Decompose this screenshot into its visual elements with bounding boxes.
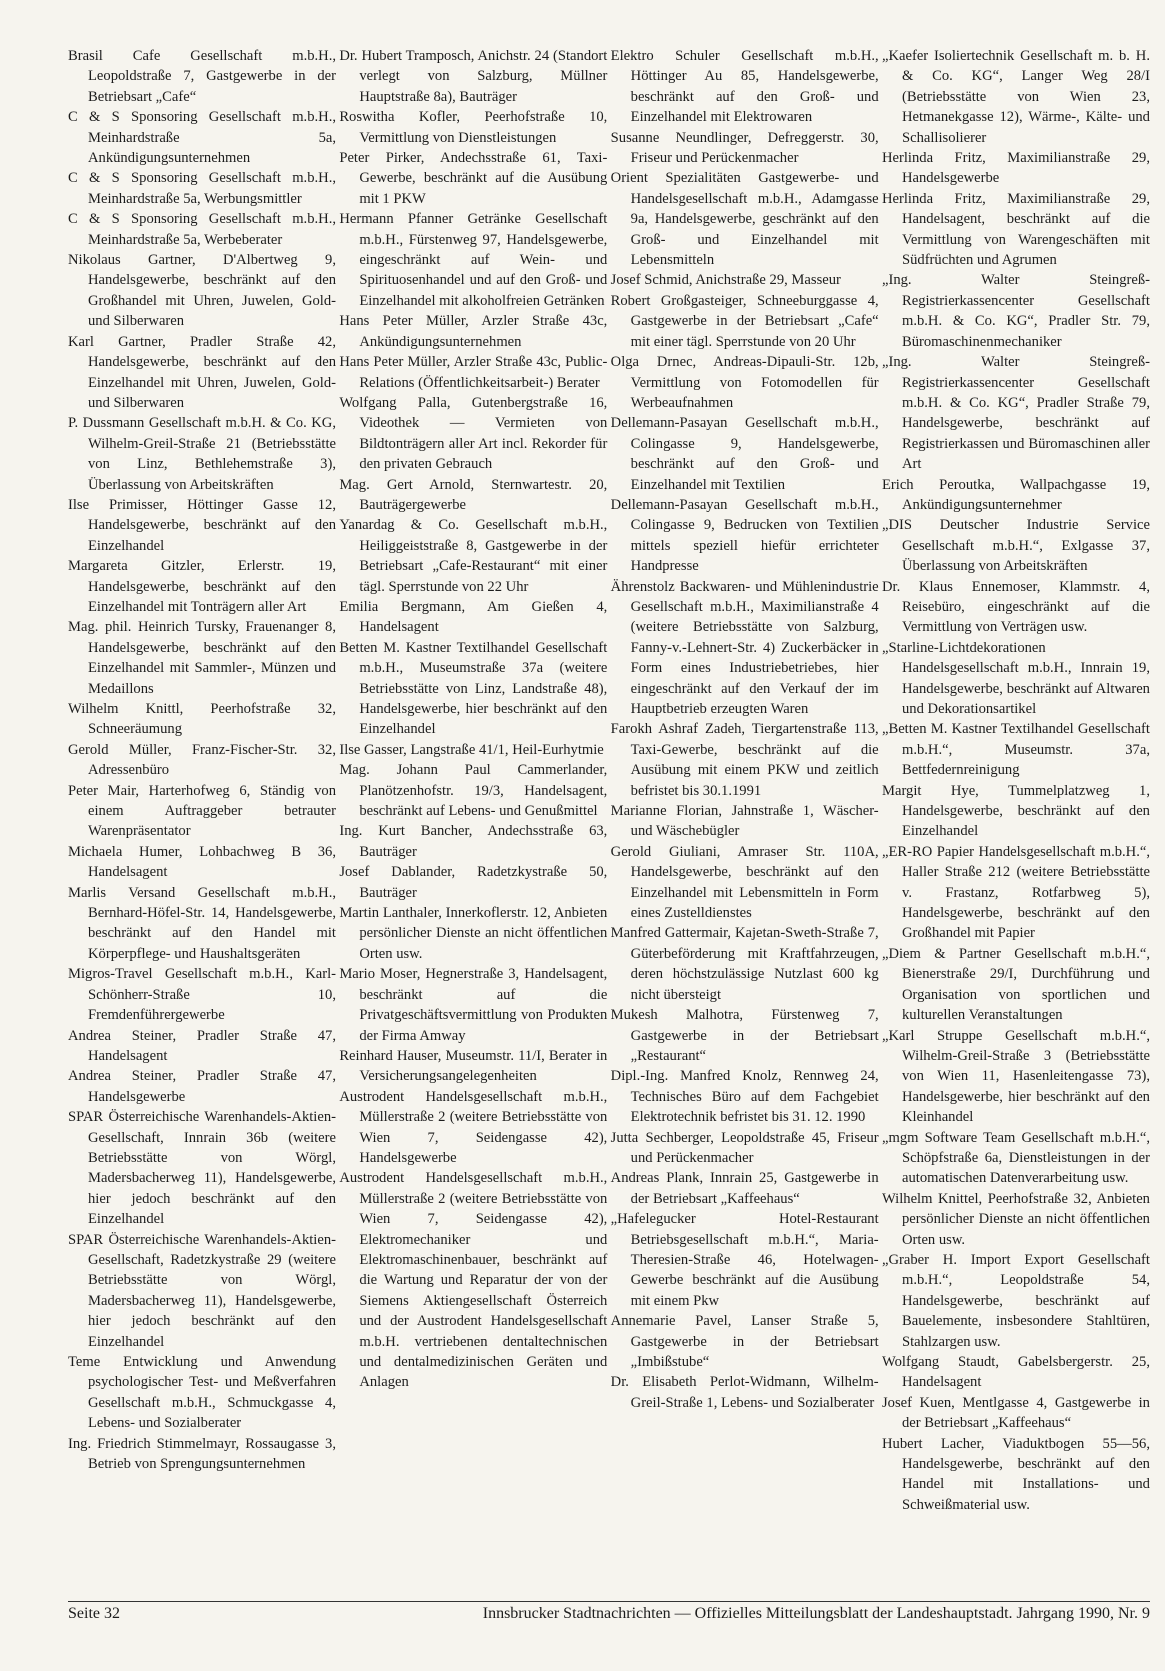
register-entry: Mag. phil. Heinrich Tursky, Frauenanger 8, Handelsgewerbe, beschränkt auf den Einzelhandel mit Sammler-, Münzen und Medaillons (68, 619, 336, 697)
register-entry: Wolfgang Staudt, Gabelsbergerstr. 25, Handelsagent (881, 1354, 1150, 1391)
register-entry: Olga Drnec, Andreas-Dipauli-Str. 12b, Vermittlung von Fotomodellen für Werbeaufnahmen (610, 354, 879, 411)
register-entry: Gerold Müller, Franz-Fischer-Str. 32, Adressenbüro (68, 741, 336, 779)
register-entry: „Ing. Walter Steingreß-Registrierkassencenter Gesellschaft m.b.H. & Co. KG“, Pradler Str. 79, Büromaschinenmechaniker (881, 272, 1150, 350)
page-footer (68, 1601, 1150, 1623)
register-entry: Ing. Friedrich Stimmelmayr, Rossaugasse 3, Betrieb von Sprengungsunternehmen (68, 1435, 336, 1473)
register-entry: Erich Peroutka, Wallpachgasse 19, Ankündigungsunternehmer (881, 476, 1150, 513)
register-entry: Jutta Sechberger, Leopoldstraße 45, Friseur und Perückenmacher (610, 1129, 879, 1166)
register-entry: Josef Schmid, Anichstraße 29, Masseur (610, 272, 841, 289)
register-entry: Nikolaus Gartner, D'Albertweg 9, Handelsgewerbe, beschränkt auf den Großhandel mit Uhren, Juwelen, Gold- und Silberwaren (68, 252, 336, 330)
register-entry: „ER-RO Papier Handelsgesellschaft m.b.H.“, Haller Straße 212 (weitere Betriebsstätte v. Frastanz, Rotfarbweg 5), Handelsgewerbe, beschränkt auf den Großhandel mit Papier (881, 843, 1150, 942)
register-entry: Wilhelm Knittl, Peerhofstraße 32, Schneeräumung (68, 701, 336, 738)
register-entry: Mag. Johann Paul Cammerlander, Planötzenhofstr. 19/3, Handelsagent, beschränkt auf Lebens- und Genußmittel (339, 762, 608, 820)
register-entry: Dipl.-Ing. Manfred Knolz, Rennweg 24, Technisches Büro auf dem Fachgebiet Elektrotechnik befristet bis 31. 12. 1990 (610, 1068, 879, 1126)
register-entry: Dr. Klaus Ennemoser, Klammstr. 4, Reisebüro, eingeschränkt auf die Vermittlung von Verträgen usw. (881, 578, 1150, 636)
register-entry: Michaela Humer, Lohbachweg B 36, Handelsagent (68, 843, 336, 881)
register-entry: Herlinda Fritz, Maximilianstraße 29, Handelsgewerbe (881, 150, 1150, 187)
register-entry: Reinhard Hauser, Museumstr. 11/I, Berater in Versicherungsangelegenheiten (339, 1047, 608, 1085)
register-entry: Migros-Travel Gesellschaft m.b.H., Karl-Schönherr-Straße 10, Fremdenführergewerbe (68, 966, 336, 1024)
register-entry: Roswitha Kofler, Peerhofstraße 10, Vermittlung von Dienstleistungen (339, 109, 608, 146)
register-entry: Andrea Steiner, Pradler Straße 47, Handelsgewerbe (68, 1068, 336, 1105)
register-entry: C & S Sponsoring Gesellschaft m.b.H., Meinhardstraße 5a, Werbeberater (68, 211, 336, 248)
register-entry: Hans Peter Müller, Arzler Straße 43c, Public-Relations (Öffentlichkeitsarbeit-) Berater (339, 354, 608, 391)
register-entry: „Graber H. Import Export Gesellschaft m.b.H.“, Leopoldstraße 54, Handelsgewerbe, beschränkt auf Bauelemente, insbesondere Stahltüren, Stahlzargen usw. (881, 1251, 1150, 1350)
register-entry: Herlinda Fritz, Maximilianstraße 29, Handelsagent, beschränkt auf die Vermittlung von Warengeschäften mit Südfrüchten und Agrumen (881, 190, 1150, 269)
register-entry: Orient Spezialitäten Gastgewerbe- und Handelsgesellschaft m.b.H., Adamgasse 9a, Handelsgewerbe, geschränkt auf den Groß- und Einzelhandel mit Lebensmitteln (610, 170, 879, 269)
register-entry: Dr. Hubert Tramposch, Anichstr. 24 (Standort verlegt von Salzburg, Müllner Hauptstraße 8a), Bauträger (339, 48, 608, 105)
register-columns (68, 46, 1150, 1591)
register-entry: „Starline-Lichtdekorationen Handelsgesellschaft m.b.H., Innrain 19, Handelsgewerbe, beschränkt auf Altwaren und Dekorationsartikel (881, 639, 1150, 717)
register-entry: Mukesh Malhotra, Fürstenweg 7, Gastgewerbe in der Betriebsart „Restaurant“ (610, 1007, 879, 1064)
register-entry: Peter Mair, Harterhofweg 6, Ständig von einem Auftraggeber betrauter Warenpräsentator (68, 782, 336, 840)
register-entry: Karl Gartner, Pradler Straße 42, Handelsgewerbe, beschränkt auf den Einzelhandel mit Uhren, Juwelen, Gold- und Silberwaren (68, 333, 336, 411)
register-entry: Ilse Gasser, Langstraße 41/1, Heil-Eurhytmie (339, 741, 604, 758)
register-entry: Dr. Elisabeth Perlot-Widmann, Wilhelm-Greil-Straße 1, Lebens- und Sozialberater (610, 1374, 879, 1411)
register-entry: Andrea Steiner, Pradler Straße 47, Handelsagent (68, 1027, 336, 1064)
register-entry: Hans Peter Müller, Arzler Straße 43c, Ankündigungsunternehmen (339, 313, 608, 350)
publication-title: Innsbrucker Stadtnachrichten — Offizielles Mitteilungsblatt der Landeshauptstadt. Jahrgang 1990, Nr. 9 (482, 1605, 1150, 1622)
register-entry: Manfred Gattermair, Kajetan-Sweth-Straße 7, Güterbeförderung mit Kraftfahrzeugen, deren höchstzulässige Nutzlast 600 kg nicht übersteigt (610, 925, 879, 1003)
register-entry: C & S Sponsoring Gesellschaft m.b.H., Meinhardstraße 5a, Ankündigungsunternehmen (68, 109, 336, 167)
register-entry: Mario Moser, Hegnerstraße 3, Handelsagent, beschränkt auf die Privatgeschäftsvermittlung von Produkten der Firma Amway (339, 966, 608, 1044)
register-entry: Andreas Plank, Innrain 25, Gastgewerbe in der Betriebsart „Kaffeehaus“ (610, 1170, 879, 1207)
register-entry: Susanne Neundlinger, Defreggerstr. 30, Friseur und Perückenmacher (610, 129, 879, 167)
register-entry: Josef Kuen, Mentlgasse 4, Gastgewerbe in der Betriebsart „Kaffeehaus“ (881, 1394, 1150, 1432)
register-entry: Marlis Versand Gesellschaft m.b.H., Bernhard-Höfel-Str. 14, Handelsgewerbe, beschränkt auf den Handel mit Körperpflege- und Haushaltsgeräten (68, 884, 336, 962)
register-entry: „Diem & Partner Gesellschaft m.b.H.“, Bienerstraße 29/I, Durchführung und Organisation von sportlichen und kulturellen Veranstaltungen (881, 945, 1150, 1024)
column-3 (611, 46, 879, 1591)
register-entry: „Ing. Walter Steingreß-Registrierkassencenter Gesellschaft m.b.H. & Co. KG“, Pradler Straße 79, Handelsgewerbe, beschränkt auf Registrierkassen und Büromaschinen aller Art (881, 354, 1150, 473)
register-entry: Josef Dablander, Radetzkystraße 50, Bauträger (339, 864, 608, 901)
register-entry: Margareta Gitzler, Erlerstr. 19, Handelsgewerbe, beschränkt auf den Einzelhandel mit Tonträgern aller Art (68, 558, 336, 615)
register-entry: Margit Hye, Tummelplatzweg 1, Handelsgewerbe, beschränkt auf den Einzelhandel (881, 782, 1150, 840)
register-entry: „Hafelegucker Hotel-Restaurant Betriebsgesellschaft m.b.H.“, Maria-Theresien-Straße 46, Hotelwagen-Gewerbe beschränkt auf die Ausübung mit einem Pkw (610, 1211, 879, 1309)
register-entry: „DIS Deutscher Industrie Service Gesellschaft m.b.H.“, Exlgasse 37, Überlassung von Arbeitskräften (881, 517, 1150, 575)
register-entry: Austrodent Handelsgesellschaft m.b.H., Müllerstraße 2 (weitere Betriebsstätte von Wien 7, Seidengasse 42), Handelsgewerbe (339, 1088, 608, 1166)
register-entry: Wolfgang Palla, Gutenbergstraße 16, Videothek — Vermieten von Bildtonträgern aller Art incl. Rekorder für den privaten Gebrauch (339, 394, 608, 473)
register-entry: Gerold Giuliani, Amraser Str. 110A, Handelsgewerbe, beschränkt auf den Einzelhandel mit Lebensmitteln in Form eines Zustelldienstes (610, 843, 879, 922)
register-entry: C & S Sponsoring Gesellschaft m.b.H., Meinhardstraße 5a, Werbungsmittler (68, 170, 336, 207)
register-entry: P. Dussmann Gesellschaft m.b.H. & Co. KG, Wilhelm-Greil-Straße 21 (Betriebsstätte von Linz, Bethlehemstraße 3), Überlassung von Arbeitskräften (68, 415, 336, 493)
register-entry: Dellemann-Pasayan Gesellschaft m.b.H., Colingasse 9, Handelsgewerbe, beschränkt auf den Groß- und Einzelhandel mit Textilien (610, 415, 879, 493)
column-2 (339, 46, 607, 1591)
register-entry: Dellemann-Pasayan Gesellschaft m.b.H., Colingasse 9, Bedrucken von Textilien mittels speziell hiefür errichteter Handpresse (610, 496, 879, 575)
register-entry: „mgm Software Team Gesellschaft m.b.H.“, Schöpfstraße 6a, Dienstleistungen in der automatischen Datenverarbeitung usw. (881, 1129, 1150, 1187)
register-entry: Martin Lanthaler, Innerkoflerstr. 12, Anbieten persönlicher Dienste an nicht öffentlichen Orten usw. (339, 905, 608, 962)
column-1 (68, 46, 336, 1591)
register-entry: Brasil Cafe Gesellschaft m.b.H., Leopoldstraße 7, Gastgewerbe in der Betriebsart „Cafe“ (68, 48, 336, 105)
register-entry: Emilia Bergmann, Am Gießen 4, Handelsagent (339, 598, 608, 636)
column-4 (882, 46, 1150, 1591)
register-entry: Peter Pirker, Andechsstraße 61, Taxi-Gewerbe, beschränkt auf die Ausübung mit 1 PKW (339, 150, 608, 207)
register-entry: „Betten M. Kastner Textilhandel Gesellschaft m.b.H.“, Museumstr. 37a, Bettfedernreinigung (881, 721, 1150, 779)
register-entry: Betten M. Kastner Textilhandel Gesellschaft m.b.H., Museumstraße 37a (weitere Betriebsstätte von Linz, Landstraße 48), Handelsgewerbe, hier beschränkt auf den Einzelhandel (339, 639, 608, 738)
register-entry: Marianne Florian, Jahnstraße 1, Wäscher- und Wäschebügler (610, 803, 879, 840)
register-entry: Hermann Pfanner Getränke Gesellschaft m.b.H., Fürstenweg 97, Handelsgewerbe, eingeschränkt auf Wein- und Spirituosenhandel und auf den Groß- und Einzelhandel mit alkoholfreien Getränken (339, 211, 608, 309)
register-entry: „Kaefer Isoliertechnik Gesellschaft m. b. H. & Co. KG“, Langer Weg 28/I (Betriebsstätte von Wien 23, Hetmanekgasse 12), Wärme-, Kälte- und Schallisolierer (881, 48, 1150, 146)
register-entry: Teme Entwicklung und Anwendung psychologischer Test- und Meßverfahren Gesellschaft m.b.H., Schmuckgasse 4, Lebens- und Sozialberater (68, 1354, 336, 1432)
register-entry: SPAR Österreichische Warenhandels-Aktien-Gesellschaft, Innrain 36b (weitere Betriebsstätte von Wörgl, Madersbacherweg 11), Handelsgewerbe, hier jedoch beschränkt auf den Einzelhandel (68, 1109, 336, 1228)
register-entry: Austrodent Handelsgesellschaft m.b.H., Müllerstraße 2 (weitere Betriebsstätte von Wien 7, Seidengasse 42), Elektromechaniker und Elektromaschinenbauer, beschränkt auf die Wartung und Reparatur der von der Siemens Aktiengesellschaft Österreich und der Austrodent Handelsgesellschaft m.b.H. vertriebenen dentaltechnischen und dentalmedizinischen Geräten und Anlagen (339, 1170, 608, 1391)
register-entry: Mag. Gert Arnold, Sternwartestr. 20, Bauträgergewerbe (339, 476, 608, 513)
register-entry: Yanardag & Co. Gesellschaft m.b.H., Heiliggeiststraße 8, Gastgewerbe in der Betriebsart „Cafe-Restaurant“ mit einer tägl. Sperrstunde von 22 Uhr (339, 517, 608, 595)
register-entry: Wilhelm Knittel, Peerhofstraße 32, Anbieten persönlicher Dienste an nicht öffentlichen Orten usw. (881, 1190, 1150, 1248)
register-entry: Hubert Lacher, Viaduktbogen 55—56, Handelsgewerbe, beschränkt auf den Handel mit Installations- und Schweißmaterial usw. (881, 1435, 1150, 1513)
register-entry: „Karl Struppe Gesellschaft m.b.H.“, Wilhelm-Greil-Straße 3 (Betriebsstätte von Wien 11, Hasenleitengasse 73), Handelsgewerbe, hier beschränkt auf den Kleinhandel (881, 1027, 1150, 1126)
register-entry: Farokh Ashraf Zadeh, Tiergartenstraße 113, Taxi-Gewerbe, beschränkt auf die Ausübung mit einem PKW und zeitlich befristet bis 30.1.1991 (610, 721, 879, 799)
register-entry: Robert Großgasteiger, Schneeburggasse 4, Gastgewerbe in der Betriebsart „Cafe“ mit einer tägl. Sperrstunde von 20 Uhr (610, 292, 879, 350)
register-entry: SPAR Österreichische Warenhandels-Aktien-Gesellschaft, Radetzkystraße 29 (weitere Betriebsstätte von Wörgl, Madersbacherweg 11), Handelsgewerbe, hier jedoch beschränkt auf den Einzelhandel (68, 1231, 336, 1350)
register-entry: Elektro Schuler Gesellschaft m.b.H., Höttinger Au 85, Handelsgewerbe, beschränkt auf den Groß- und Einzelhandel mit Elektrowaren (610, 48, 879, 126)
register-entry: Ilse Primisser, Höttinger Gasse 12, Handelsgewerbe, beschränkt auf den Einzelhandel (68, 496, 336, 554)
register-entry: Ährenstolz Backwaren- und Mühlenindustrie Gesellschaft m.b.H., Maximilianstraße 4 (weitere Betriebsstätte von Salzburg, Fanny-v.-Lehnert-Str. 4) Zuckerbäcker in Form eines Industriebetriebes, hier eingeschränkt auf den Verkauf der im Hauptbetrieb erzeugten Waren (610, 578, 879, 717)
page-number: Seite 32 (68, 1605, 120, 1622)
register-entry: Ing. Kurt Bancher, Andechsstraße 63, Bauträger (339, 823, 608, 860)
register-entry: Annemarie Pavel, Lanser Straße 5, Gastgewerbe in der Betriebsart „Imbißstube“ (610, 1313, 879, 1370)
